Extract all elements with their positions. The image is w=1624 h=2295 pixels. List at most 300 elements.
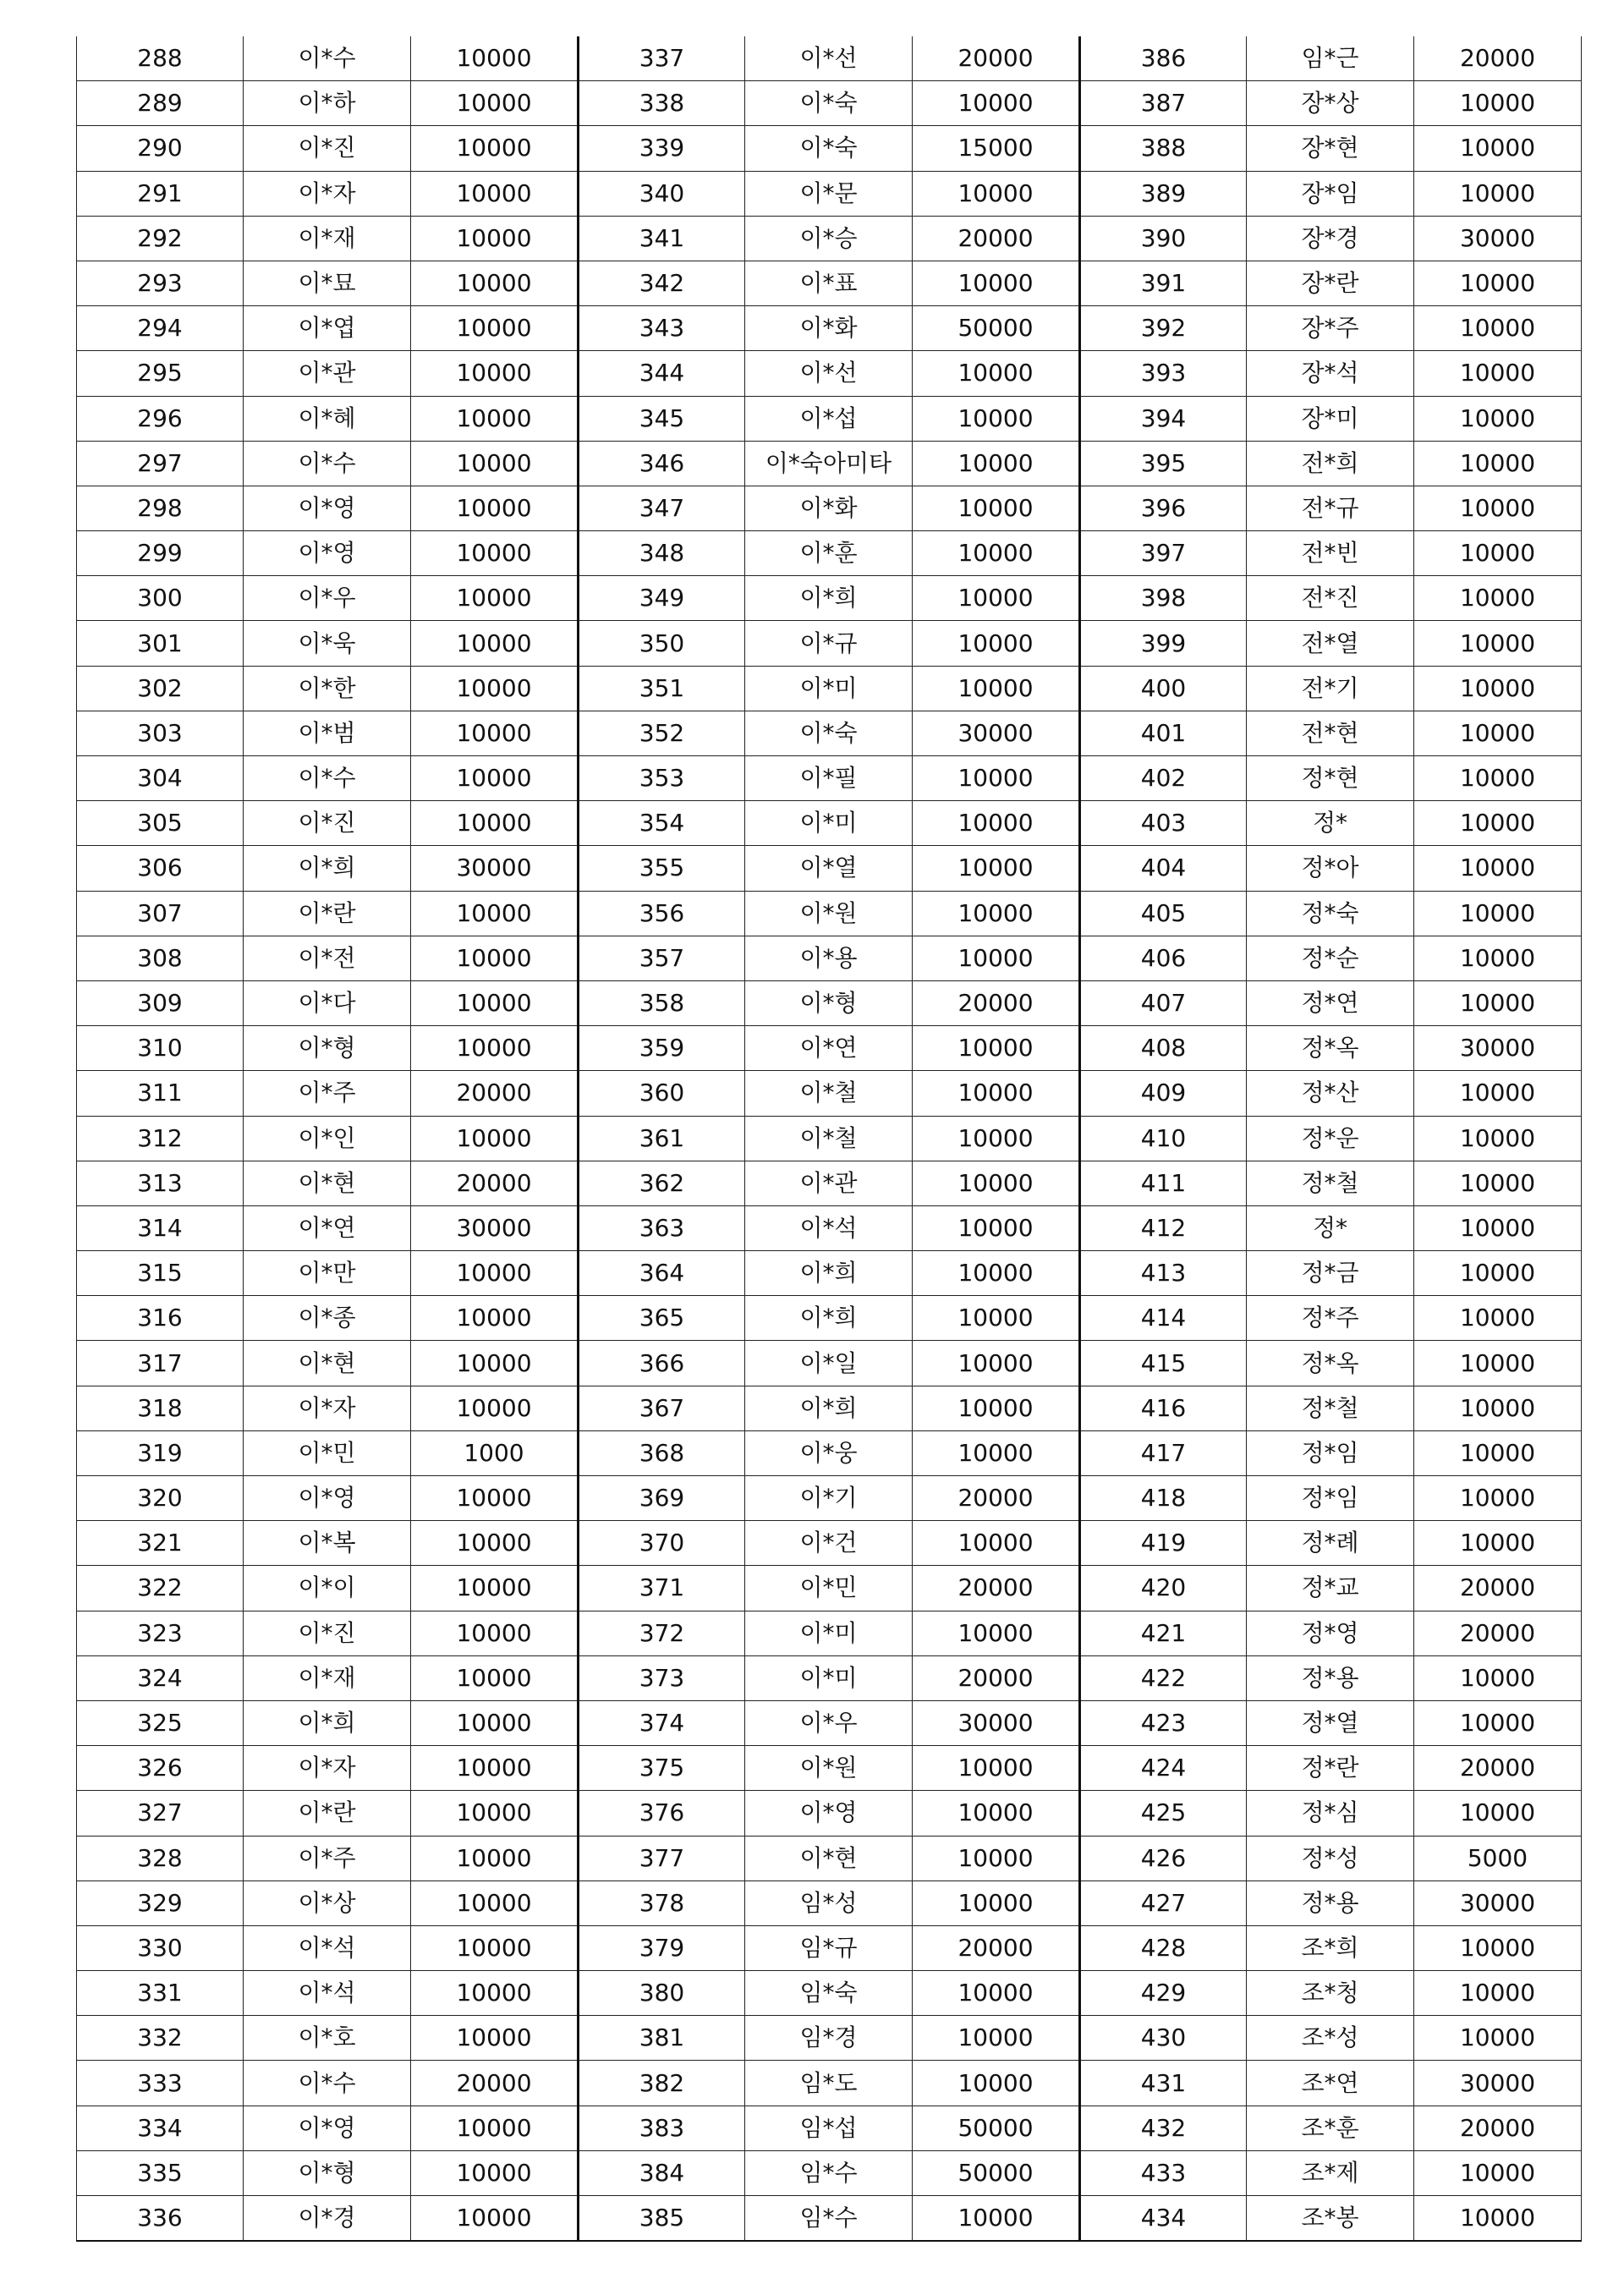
cell-group2-name: 임*수: [745, 2150, 913, 2195]
cell-group1-number: 329: [77, 1880, 244, 1925]
cell-group3-name: 조*희: [1247, 1925, 1414, 1970]
cell-group3-number: 401: [1080, 711, 1247, 755]
cell-group3-number: 421: [1080, 1611, 1247, 1655]
cell-group1-name: 이*수: [244, 756, 411, 801]
cell-group2-name: 이*관: [745, 1161, 913, 1205]
table-row: [77, 1880, 1582, 1925]
donor-table-body: [77, 36, 1582, 2241]
cell-group2-number: 355: [579, 846, 745, 891]
cell-group2-name: 이*문: [745, 171, 913, 216]
cell-group2-number: 356: [579, 891, 745, 936]
cell-group3-amount: 10000: [1414, 576, 1582, 621]
cell-group2-name: 이*우: [745, 1700, 913, 1745]
cell-group1-name: 이*인: [244, 1116, 411, 1161]
cell-group1-amount: 10000: [411, 621, 579, 666]
cell-group2-name: 이*기: [745, 1476, 913, 1521]
cell-group3-number: 410: [1080, 1116, 1247, 1161]
cell-group2-number: 353: [579, 756, 745, 801]
cell-group2-amount: 50000: [913, 2106, 1080, 2150]
cell-group2-number: 343: [579, 306, 745, 351]
table-row: [77, 1386, 1582, 1430]
cell-group1-name: 이*이: [244, 1566, 411, 1611]
cell-group1-number: 321: [77, 1521, 244, 1566]
cell-group2-number: 380: [579, 1971, 745, 2016]
cell-group3-name: 정*심: [1247, 1791, 1414, 1836]
cell-group3-amount: 20000: [1414, 1611, 1582, 1655]
cell-group2-amount: 20000: [913, 1476, 1080, 1521]
cell-group3-amount: 10000: [1414, 1430, 1582, 1475]
cell-group1-amount: 10000: [411, 261, 579, 305]
cell-group3-name: 정*순: [1247, 936, 1414, 980]
cell-group3-number: 388: [1080, 126, 1247, 171]
cell-group2-number: 371: [579, 1566, 745, 1611]
cell-group1-amount: 10000: [411, 2150, 579, 2195]
cell-group1-amount: 10000: [411, 1925, 579, 1970]
cell-group1-amount: 10000: [411, 1341, 579, 1386]
cell-group2-name: 이*미: [745, 801, 913, 846]
cell-group1-number: 305: [77, 801, 244, 846]
cell-group2-amount: 10000: [913, 666, 1080, 711]
cell-group3-number: 432: [1080, 2106, 1247, 2150]
cell-group2-name: 이*숙: [745, 126, 913, 171]
cell-group3-name: 정*영: [1247, 1611, 1414, 1655]
cell-group3-number: 414: [1080, 1296, 1247, 1341]
cell-group3-name: 전*진: [1247, 576, 1414, 621]
cell-group2-amount: 10000: [913, 1341, 1080, 1386]
cell-group2-number: 338: [579, 81, 745, 126]
cell-group2-number: 360: [579, 1071, 745, 1116]
cell-group2-name: 이*현: [745, 1836, 913, 1880]
cell-group2-amount: 10000: [913, 1521, 1080, 1566]
cell-group1-amount: 10000: [411, 396, 579, 441]
table-row: [77, 306, 1582, 351]
cell-group3-amount: 10000: [1414, 531, 1582, 576]
cell-group1-name: 이*수: [244, 2061, 411, 2106]
cell-group1-name: 이*민: [244, 1430, 411, 1475]
cell-group2-number: 349: [579, 576, 745, 621]
cell-group2-name: 이*웅: [745, 1430, 913, 1475]
cell-group1-name: 이*재: [244, 1655, 411, 1700]
cell-group2-number: 357: [579, 936, 745, 980]
cell-group1-number: 332: [77, 2016, 244, 2061]
cell-group1-amount: 10000: [411, 936, 579, 980]
cell-group1-amount: 10000: [411, 36, 579, 81]
cell-group1-number: 301: [77, 621, 244, 666]
table-row: [77, 1925, 1582, 1970]
cell-group3-name: 전*현: [1247, 711, 1414, 755]
cell-group2-amount: 10000: [913, 1836, 1080, 1880]
table-row: [77, 621, 1582, 666]
cell-group2-number: 384: [579, 2150, 745, 2195]
cell-group2-number: 346: [579, 441, 745, 486]
cell-group2-name: 이*희: [745, 1386, 913, 1430]
cell-group3-name: 장*상: [1247, 81, 1414, 126]
cell-group3-number: 395: [1080, 441, 1247, 486]
cell-group1-amount: 10000: [411, 441, 579, 486]
cell-group2-amount: 20000: [913, 216, 1080, 261]
cell-group3-name: 정*철: [1247, 1161, 1414, 1205]
cell-group1-name: 이*석: [244, 1925, 411, 1970]
cell-group2-amount: 10000: [913, 891, 1080, 936]
cell-group1-name: 이*한: [244, 666, 411, 711]
cell-group1-amount: 10000: [411, 126, 579, 171]
cell-group3-number: 420: [1080, 1566, 1247, 1611]
cell-group1-number: 330: [77, 1925, 244, 1970]
cell-group3-number: 405: [1080, 891, 1247, 936]
cell-group3-amount: 10000: [1414, 936, 1582, 980]
cell-group1-name: 이*영: [244, 486, 411, 530]
cell-group2-number: 340: [579, 171, 745, 216]
cell-group2-number: 347: [579, 486, 745, 530]
cell-group2-number: 350: [579, 621, 745, 666]
table-row: [77, 1161, 1582, 1205]
cell-group3-amount: 30000: [1414, 216, 1582, 261]
cell-group1-number: 324: [77, 1655, 244, 1700]
cell-group1-amount: 10000: [411, 171, 579, 216]
table-row: [77, 171, 1582, 216]
cell-group2-amount: 10000: [913, 81, 1080, 126]
cell-group1-number: 293: [77, 261, 244, 305]
cell-group2-number: 370: [579, 1521, 745, 1566]
cell-group1-amount: 10000: [411, 1296, 579, 1341]
cell-group1-amount: 30000: [411, 1205, 579, 1250]
cell-group3-name: 조*청: [1247, 1971, 1414, 2016]
cell-group2-number: 342: [579, 261, 745, 305]
table-row: [77, 2106, 1582, 2150]
cell-group2-amount: 10000: [913, 1746, 1080, 1791]
cell-group1-name: 이*수: [244, 441, 411, 486]
cell-group1-name: 이*재: [244, 216, 411, 261]
cell-group3-amount: 10000: [1414, 261, 1582, 305]
cell-group2-amount: 10000: [913, 441, 1080, 486]
cell-group3-amount: 10000: [1414, 2016, 1582, 2061]
cell-group3-number: 429: [1080, 1971, 1247, 2016]
cell-group1-amount: 10000: [411, 486, 579, 530]
cell-group2-amount: 50000: [913, 2150, 1080, 2195]
cell-group2-number: 366: [579, 1341, 745, 1386]
cell-group1-name: 이*묘: [244, 261, 411, 305]
cell-group2-number: 367: [579, 1386, 745, 1430]
cell-group1-number: 311: [77, 1071, 244, 1116]
cell-group2-number: 337: [579, 36, 745, 81]
cell-group1-name: 이*경: [244, 2196, 411, 2242]
cell-group1-amount: 10000: [411, 2196, 579, 2242]
cell-group3-amount: 10000: [1414, 621, 1582, 666]
table-row: [77, 2150, 1582, 2195]
cell-group2-name: 이*원: [745, 1746, 913, 1791]
cell-group2-amount: 10000: [913, 1296, 1080, 1341]
cell-group1-number: 297: [77, 441, 244, 486]
cell-group3-name: 장*현: [1247, 126, 1414, 171]
cell-group2-name: 이*형: [745, 980, 913, 1025]
cell-group2-name: 이*선: [745, 351, 913, 396]
cell-group1-name: 이*자: [244, 171, 411, 216]
cell-group1-amount: 10000: [411, 351, 579, 396]
cell-group1-name: 이*란: [244, 891, 411, 936]
cell-group2-number: 378: [579, 1880, 745, 1925]
cell-group1-amount: 1000: [411, 1430, 579, 1475]
table-row: [77, 936, 1582, 980]
cell-group3-number: 389: [1080, 171, 1247, 216]
cell-group3-number: 399: [1080, 621, 1247, 666]
cell-group1-number: 320: [77, 1476, 244, 1521]
cell-group2-number: 382: [579, 2061, 745, 2106]
cell-group1-name: 이*주: [244, 1836, 411, 1880]
cell-group3-amount: 10000: [1414, 891, 1582, 936]
cell-group1-number: 304: [77, 756, 244, 801]
cell-group2-name: 임*수: [745, 2196, 913, 2242]
cell-group1-amount: 30000: [411, 846, 579, 891]
table-row: [77, 1251, 1582, 1296]
table-row: [77, 1476, 1582, 1521]
cell-group1-amount: 10000: [411, 1746, 579, 1791]
table-row: [77, 36, 1582, 81]
cell-group3-name: 정*교: [1247, 1566, 1414, 1611]
cell-group2-name: 이*화: [745, 486, 913, 530]
cell-group1-amount: 20000: [411, 1071, 579, 1116]
cell-group3-amount: 10000: [1414, 1700, 1582, 1745]
cell-group2-amount: 10000: [913, 1791, 1080, 1836]
cell-group2-amount: 10000: [913, 171, 1080, 216]
table-row: [77, 2061, 1582, 2106]
cell-group1-number: 323: [77, 1611, 244, 1655]
cell-group1-name: 이*종: [244, 1296, 411, 1341]
table-row: [77, 531, 1582, 576]
cell-group1-amount: 10000: [411, 1700, 579, 1745]
cell-group3-amount: 10000: [1414, 351, 1582, 396]
cell-group3-amount: 10000: [1414, 1296, 1582, 1341]
cell-group1-number: 299: [77, 531, 244, 576]
cell-group1-name: 이*욱: [244, 621, 411, 666]
cell-group1-amount: 10000: [411, 1566, 579, 1611]
cell-group2-number: 385: [579, 2196, 745, 2242]
cell-group3-number: 402: [1080, 756, 1247, 801]
table-row: [77, 1700, 1582, 1745]
cell-group2-amount: 10000: [913, 1026, 1080, 1071]
cell-group3-name: 정*란: [1247, 1746, 1414, 1791]
table-row: [77, 1791, 1582, 1836]
cell-group1-number: 302: [77, 666, 244, 711]
cell-group2-amount: 10000: [913, 1880, 1080, 1925]
cell-group2-name: 이*희: [745, 1251, 913, 1296]
cell-group3-number: 407: [1080, 980, 1247, 1025]
cell-group3-number: 400: [1080, 666, 1247, 711]
cell-group2-name: 이*숙아미타: [745, 441, 913, 486]
table-row: [77, 1971, 1582, 2016]
cell-group1-amount: 10000: [411, 1476, 579, 1521]
cell-group2-number: 375: [579, 1746, 745, 1791]
table-row: [77, 1655, 1582, 1700]
table-row: [77, 1566, 1582, 1611]
cell-group1-number: 318: [77, 1386, 244, 1430]
cell-group3-number: 426: [1080, 1836, 1247, 1880]
cell-group1-name: 이*형: [244, 1026, 411, 1071]
table-row: [77, 1611, 1582, 1655]
table-row: [77, 81, 1582, 126]
cell-group3-amount: 10000: [1414, 441, 1582, 486]
cell-group3-name: 전*규: [1247, 486, 1414, 530]
cell-group1-amount: 10000: [411, 891, 579, 936]
cell-group1-name: 이*다: [244, 980, 411, 1025]
cell-group3-name: 장*석: [1247, 351, 1414, 396]
cell-group2-name: 이*미: [745, 1655, 913, 1700]
cell-group2-number: 351: [579, 666, 745, 711]
table-row: [77, 711, 1582, 755]
cell-group1-amount: 10000: [411, 1611, 579, 1655]
cell-group3-name: 조*성: [1247, 2016, 1414, 2061]
cell-group3-amount: 10000: [1414, 1521, 1582, 1566]
cell-group3-number: 392: [1080, 306, 1247, 351]
table-row: [77, 1341, 1582, 1386]
cell-group3-amount: 10000: [1414, 1251, 1582, 1296]
cell-group3-name: 장*주: [1247, 306, 1414, 351]
cell-group2-amount: 10000: [913, 576, 1080, 621]
cell-group3-amount: 10000: [1414, 2150, 1582, 2195]
cell-group3-number: 394: [1080, 396, 1247, 441]
table-row: [77, 1836, 1582, 1880]
donor-list-page: [76, 36, 1582, 2242]
cell-group3-amount: 20000: [1414, 2106, 1582, 2150]
cell-group3-number: 398: [1080, 576, 1247, 621]
cell-group3-amount: 10000: [1414, 1205, 1582, 1250]
cell-group3-amount: 10000: [1414, 666, 1582, 711]
cell-group3-number: 406: [1080, 936, 1247, 980]
cell-group3-name: 장*미: [1247, 396, 1414, 441]
table-row: [77, 1116, 1582, 1161]
cell-group1-amount: 10000: [411, 1836, 579, 1880]
cell-group2-name: 이*용: [745, 936, 913, 980]
cell-group1-number: 288: [77, 36, 244, 81]
cell-group1-number: 327: [77, 1791, 244, 1836]
cell-group3-amount: 10000: [1414, 801, 1582, 846]
cell-group2-name: 임*섭: [745, 2106, 913, 2150]
cell-group3-amount: 10000: [1414, 711, 1582, 755]
cell-group2-name: 이*철: [745, 1116, 913, 1161]
cell-group1-amount: 10000: [411, 531, 579, 576]
cell-group1-number: 331: [77, 1971, 244, 2016]
cell-group2-amount: 10000: [913, 1205, 1080, 1250]
cell-group3-number: 419: [1080, 1521, 1247, 1566]
cell-group1-number: 316: [77, 1296, 244, 1341]
cell-group3-name: 정*성: [1247, 1836, 1414, 1880]
table-row: [77, 441, 1582, 486]
cell-group2-amount: 20000: [913, 1566, 1080, 1611]
cell-group1-name: 이*영: [244, 1476, 411, 1521]
cell-group1-amount: 10000: [411, 666, 579, 711]
cell-group3-amount: 10000: [1414, 1116, 1582, 1161]
table-row: [77, 1746, 1582, 1791]
cell-group2-amount: 30000: [913, 711, 1080, 755]
cell-group2-name: 이*숙: [745, 711, 913, 755]
cell-group3-number: 425: [1080, 1791, 1247, 1836]
cell-group2-amount: 10000: [913, 2061, 1080, 2106]
cell-group2-name: 이*섭: [745, 396, 913, 441]
table-row: [77, 1430, 1582, 1475]
cell-group3-number: 409: [1080, 1071, 1247, 1116]
table-row: [77, 891, 1582, 936]
cell-group3-name: 정*옥: [1247, 1026, 1414, 1071]
cell-group3-name: 장*란: [1247, 261, 1414, 305]
cell-group2-name: 임*규: [745, 1925, 913, 1970]
cell-group3-amount: 10000: [1414, 486, 1582, 530]
cell-group3-number: 428: [1080, 1925, 1247, 1970]
cell-group3-amount: 20000: [1414, 1746, 1582, 1791]
cell-group1-name: 이*석: [244, 1971, 411, 2016]
cell-group2-name: 임*경: [745, 2016, 913, 2061]
cell-group1-number: 300: [77, 576, 244, 621]
cell-group2-name: 이*화: [745, 306, 913, 351]
cell-group2-name: 이*민: [745, 1566, 913, 1611]
cell-group2-amount: 10000: [913, 1611, 1080, 1655]
cell-group3-name: 정*: [1247, 1205, 1414, 1250]
cell-group3-name: 정*아: [1247, 846, 1414, 891]
cell-group3-amount: 30000: [1414, 1880, 1582, 1925]
cell-group3-amount: 20000: [1414, 1566, 1582, 1611]
cell-group1-number: 317: [77, 1341, 244, 1386]
table-row: [77, 801, 1582, 846]
cell-group2-amount: 10000: [913, 1251, 1080, 1296]
cell-group3-name: 정*숙: [1247, 891, 1414, 936]
cell-group3-name: 정*용: [1247, 1655, 1414, 1700]
cell-group3-number: 417: [1080, 1430, 1247, 1475]
cell-group2-number: 372: [579, 1611, 745, 1655]
cell-group2-name: 이*원: [745, 891, 913, 936]
cell-group2-name: 임*성: [745, 1880, 913, 1925]
cell-group3-amount: 10000: [1414, 396, 1582, 441]
cell-group3-name: 정*금: [1247, 1251, 1414, 1296]
cell-group1-name: 이*현: [244, 1341, 411, 1386]
cell-group1-number: 308: [77, 936, 244, 980]
cell-group2-number: 374: [579, 1700, 745, 1745]
cell-group2-number: 381: [579, 2016, 745, 2061]
cell-group2-name: 이*승: [745, 216, 913, 261]
cell-group3-number: 396: [1080, 486, 1247, 530]
cell-group1-amount: 10000: [411, 81, 579, 126]
cell-group1-number: 296: [77, 396, 244, 441]
cell-group1-name: 이*진: [244, 1611, 411, 1655]
cell-group1-number: 322: [77, 1566, 244, 1611]
cell-group2-amount: 10000: [913, 486, 1080, 530]
table-row: [77, 261, 1582, 305]
cell-group3-number: 415: [1080, 1341, 1247, 1386]
cell-group2-number: 369: [579, 1476, 745, 1521]
cell-group1-name: 이*영: [244, 2106, 411, 2150]
table-row: [77, 980, 1582, 1025]
cell-group2-name: 이*규: [745, 621, 913, 666]
cell-group2-amount: 10000: [913, 621, 1080, 666]
cell-group2-amount: 50000: [913, 306, 1080, 351]
cell-group2-number: 361: [579, 1116, 745, 1161]
cell-group1-name: 이*형: [244, 2150, 411, 2195]
cell-group3-number: 386: [1080, 36, 1247, 81]
cell-group2-number: 376: [579, 1791, 745, 1836]
cell-group3-name: 임*근: [1247, 36, 1414, 81]
cell-group1-name: 이*수: [244, 36, 411, 81]
cell-group3-amount: 10000: [1414, 756, 1582, 801]
cell-group1-amount: 20000: [411, 1161, 579, 1205]
cell-group3-name: 조*제: [1247, 2150, 1414, 2195]
cell-group1-number: 333: [77, 2061, 244, 2106]
cell-group3-amount: 10000: [1414, 1971, 1582, 2016]
cell-group3-amount: 10000: [1414, 1341, 1582, 1386]
table-row: [77, 1071, 1582, 1116]
cell-group3-number: 404: [1080, 846, 1247, 891]
cell-group2-name: 이*훈: [745, 531, 913, 576]
cell-group3-amount: 10000: [1414, 306, 1582, 351]
table-row: [77, 351, 1582, 396]
cell-group3-number: 424: [1080, 1746, 1247, 1791]
table-row: [77, 1521, 1582, 1566]
